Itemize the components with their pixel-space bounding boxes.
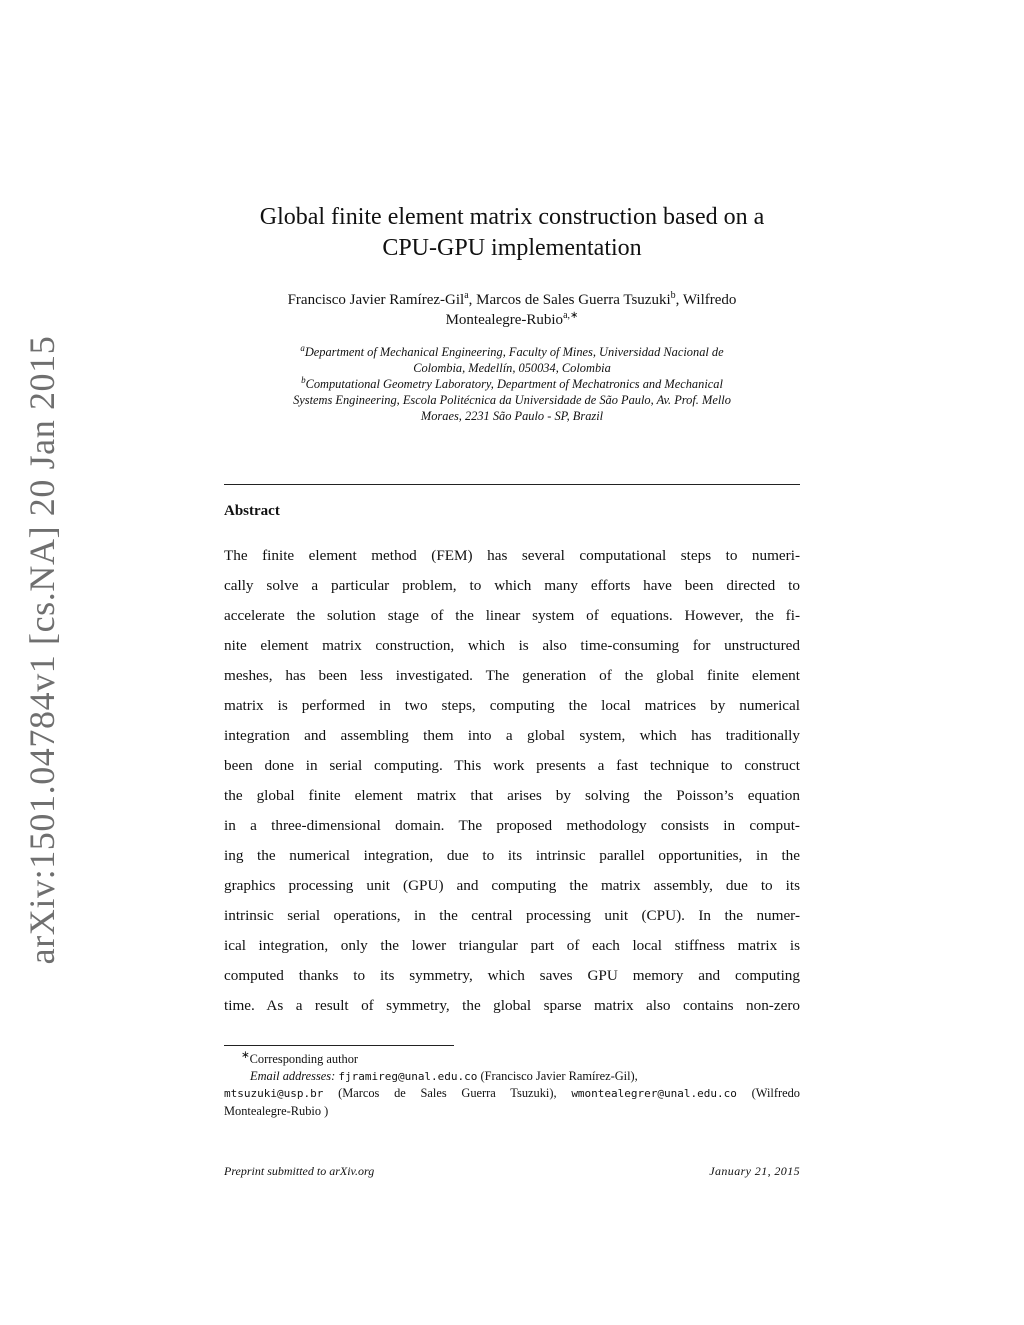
author-affiliation-marker: b (670, 290, 676, 301)
affiliation-marker: a (300, 342, 305, 353)
affiliation-b-line-2: Systems Engineering, Escola Politécnica da Universidade de São Paulo, Av. Prof. Mello (293, 393, 731, 407)
abstract-line: cally solve a particular problem, to which many efforts have been directed to (224, 577, 800, 594)
author-affiliation-marker: a (464, 290, 469, 301)
affiliation-a-line-1 (226, 344, 798, 360)
footnote-corresponding (224, 1048, 800, 1068)
abstract-line: graphics processing unit (GPU) and computing the matrix assembly, due to its (224, 877, 800, 894)
abstract-top-rule (224, 484, 800, 485)
abstract-line: in a three-dimensional domain. The proposed methodology consists in comput- (224, 817, 800, 834)
email-owner: (Francisco Javier Ramírez-Gil), (480, 1068, 638, 1083)
footnote-corresponding-text: Corresponding author (249, 1052, 359, 1067)
abstract-line: been done in serial computing. This work presents a fast technique to construct (224, 757, 800, 774)
footnote-marker: ∗ (241, 1050, 250, 1061)
footnote-rule (224, 1045, 454, 1046)
abstract-line: computed thanks to its symmetry, which saves GPU memory and computing (224, 967, 800, 984)
author-name: Wilfredo (682, 292, 737, 308)
email-owner: (Wilfredo (751, 1086, 800, 1101)
affiliation-marker: b (301, 374, 306, 385)
affiliation-b-line-1 (226, 376, 798, 392)
preprint-note: Preprint submitted to arXiv.org (224, 1164, 375, 1178)
abstract-line: ing the numerical integration, due to its intrinsic parallel opportunities, in the (224, 847, 800, 864)
author-affiliation-marker: a,∗ (563, 310, 579, 321)
abstract-line: nite element matrix construction, which is also time-consuming for unstructured (224, 637, 800, 654)
affiliation-text: Computational Geometry Laboratory, Department of Mechatronics and Mechanical (305, 377, 723, 391)
abstract-line: matrix is performed in two steps, computing the local matrices by numerical (224, 697, 800, 714)
abstract-line: meshes, has been less investigated. The generation of the global finite element (224, 667, 800, 684)
affiliation-text: Department of Mechanical Engineering, Faculty of Mines, Universidad Nacional de (304, 345, 724, 359)
abstract-heading: Abstract (224, 503, 280, 519)
abstract-line: integration and assembling them into a global system, which has traditionally (224, 727, 800, 744)
abstract-line: The finite element method (FEM) has several computational steps to numeri- (224, 547, 800, 564)
author-name: Marcos de Sales Guerra Tsuzuki (476, 292, 671, 308)
author-name: Francisco Javier Ramírez-Gil (287, 292, 465, 308)
author-name: Montealegre-Rubio (445, 312, 564, 328)
email-link[interactable]: fjramireg@unal.edu.co (338, 1069, 478, 1083)
arxiv-side-identifier: arXiv:1501.04784v1 [cs.NA] 20 Jan 2015 (22, 335, 62, 965)
footnotes (224, 1048, 800, 1119)
abstract-line: accelerate the solution stage of the linear system of equations. However, the fi- (224, 607, 800, 624)
paper-title-line-1: Global finite element matrix construction based on a (259, 204, 765, 230)
email-label: Email addresses: (250, 1068, 336, 1083)
email-link[interactable]: wmontealegrer@unal.edu.co (571, 1087, 737, 1101)
footnote-emails-line-3: Montealegre-Rubio ) (224, 1103, 329, 1118)
abstract-line: the global finite element matrix that arises by solving the Poisson’s equation (224, 787, 800, 804)
abstract-line: time. As a result of symmetry, the global sparse matrix also contains non-zero (224, 997, 800, 1014)
paper-title-line-2: CPU-GPU implementation (382, 235, 642, 261)
author-line-2 (224, 310, 800, 330)
email-link[interactable]: mtsuzuki@usp.br (224, 1087, 324, 1101)
abstract-line: intrinsic serial operations, in the central processing unit (CPU). In the numer- (224, 907, 800, 924)
affiliations (226, 344, 798, 424)
abstract-body (224, 541, 800, 1021)
author-list (224, 290, 800, 330)
footnote-emails-line-2 (224, 1085, 800, 1103)
affiliation-b-line-3: Moraes, 2231 São Paulo - SP, Brazil (420, 409, 604, 423)
email-owner: (Marcos de Sales Guerra Tsuzuki), (338, 1086, 557, 1101)
author-line-1: Francisco Javier Ramírez-Gil$^a$, Marcos de Sales Guerra Tsuzuki$^b$, Wilfredo (287, 290, 737, 308)
paper-title (224, 202, 800, 264)
footnote-emails-line-1 (224, 1068, 800, 1086)
preprint-date: January 21, 2015 (709, 1164, 800, 1178)
abstract-line: ical integration, only the lower triangular part of each local stiffness matrix is (224, 937, 800, 954)
affiliation-a-line-2: Colombia, Medellín, 050034, Colombia (413, 361, 611, 375)
